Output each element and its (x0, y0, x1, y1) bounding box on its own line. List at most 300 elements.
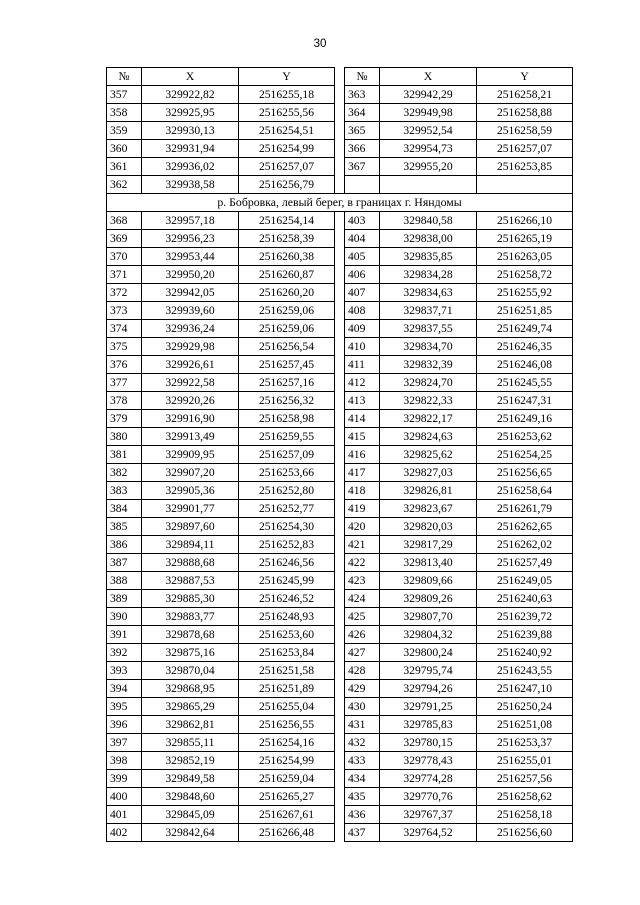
x-coordinate-cell: 329838,00 (380, 230, 477, 248)
x-coordinate-cell: 329848,60 (142, 788, 239, 806)
y-coordinate-cell: 2516251,85 (477, 302, 573, 320)
column-gap (335, 158, 345, 176)
y-coordinate-cell: 2516260,38 (239, 248, 335, 266)
y-coordinate-cell: 2516243,55 (477, 662, 573, 680)
table-row (107, 446, 573, 464)
point-number-cell: 396 (107, 716, 142, 734)
x-coordinate-cell: 329922,82 (142, 86, 239, 104)
point-number-cell: 362 (107, 176, 142, 194)
point-number-cell: 367 (345, 158, 380, 176)
point-number-cell: 382 (107, 464, 142, 482)
column-gap (335, 590, 345, 608)
x-coordinate-cell: 329922,58 (142, 374, 239, 392)
table-row (107, 590, 573, 608)
point-number-cell: 392 (107, 644, 142, 662)
x-coordinate-cell: 329920,26 (142, 392, 239, 410)
y-coordinate-cell: 2516254,99 (239, 752, 335, 770)
column-gap (335, 302, 345, 320)
y-coordinate-cell: 2516257,07 (477, 140, 573, 158)
table-row (107, 752, 573, 770)
point-number-cell: 435 (345, 788, 380, 806)
y-coordinate-cell: 2516258,62 (477, 788, 573, 806)
x-coordinate-cell: 329840,58 (380, 212, 477, 230)
y-coordinate-cell: 2516260,87 (239, 266, 335, 284)
y-coordinate-cell: 2516259,04 (239, 770, 335, 788)
point-number-cell: 402 (107, 824, 142, 842)
point-number-cell: 368 (107, 212, 142, 230)
y-coordinate-cell: 2516258,59 (477, 122, 573, 140)
y-coordinate-cell: 2516258,39 (239, 230, 335, 248)
y-coordinate-cell: 2516253,37 (477, 734, 573, 752)
table-row (107, 572, 573, 590)
y-coordinate-cell: 2516240,92 (477, 644, 573, 662)
table-row (107, 248, 573, 266)
point-number-cell: 366 (345, 140, 380, 158)
x-coordinate-cell: 329929,98 (142, 338, 239, 356)
table-row (107, 482, 573, 500)
x-coordinate-cell: 329774,28 (380, 770, 477, 788)
column-gap (335, 662, 345, 680)
x-coordinate-cell: 329887,53 (142, 572, 239, 590)
table-row (107, 338, 573, 356)
y-coordinate-cell: 2516262,02 (477, 536, 573, 554)
column-gap (335, 626, 345, 644)
column-gap (335, 554, 345, 572)
column-gap (335, 428, 345, 446)
section-title: р. Бобровка, левый берег, в границах г. Няндомы (107, 194, 573, 212)
y-coordinate-cell: 2516258,18 (477, 806, 573, 824)
table-row (107, 518, 573, 536)
table-row (107, 158, 573, 176)
y-coordinate-cell: 2516253,85 (477, 158, 573, 176)
column-gap (335, 770, 345, 788)
table-row (107, 320, 573, 338)
x-coordinate-cell: 329954,73 (380, 140, 477, 158)
y-coordinate-cell: 2516255,56 (239, 104, 335, 122)
y-coordinate-cell: 2516256,54 (239, 338, 335, 356)
x-coordinate-cell: 329837,55 (380, 320, 477, 338)
y-coordinate-cell: 2516257,09 (239, 446, 335, 464)
x-coordinate-cell: 329870,04 (142, 662, 239, 680)
y-coordinate-cell: 2516239,72 (477, 608, 573, 626)
x-coordinate-cell: 329813,40 (380, 554, 477, 572)
column-gap (335, 680, 345, 698)
point-number-cell: 424 (345, 590, 380, 608)
column-gap (335, 788, 345, 806)
column-gap (335, 446, 345, 464)
y-coordinate-cell: 2516239,88 (477, 626, 573, 644)
y-coordinate-cell: 2516246,08 (477, 356, 573, 374)
x-coordinate-cell: 329938,58 (142, 176, 239, 194)
column-gap (335, 500, 345, 518)
table-row (107, 374, 573, 392)
column-gap (335, 806, 345, 824)
y-coordinate-cell: 2516259,55 (239, 428, 335, 446)
x-coordinate-cell: 329926,61 (142, 356, 239, 374)
column-gap (335, 464, 345, 482)
x-coordinate-cell: 329785,83 (380, 716, 477, 734)
column-gap (335, 752, 345, 770)
x-coordinate-cell: 329953,44 (142, 248, 239, 266)
point-number-cell: 417 (345, 464, 380, 482)
x-coordinate-cell: 329826,81 (380, 482, 477, 500)
table-row (107, 104, 573, 122)
table-row (107, 302, 573, 320)
section-title-row (107, 194, 573, 212)
x-coordinate-cell: 329820,03 (380, 518, 477, 536)
y-coordinate-cell: 2516246,56 (239, 554, 335, 572)
x-coordinate-cell: 329791,25 (380, 698, 477, 716)
table-row (107, 122, 573, 140)
y-coordinate-cell: 2516246,35 (477, 338, 573, 356)
x-coordinate-cell: 329764,52 (380, 824, 477, 842)
column-gap (335, 248, 345, 266)
point-number-cell: 360 (107, 140, 142, 158)
point-number-cell: 432 (345, 734, 380, 752)
column-gap (335, 68, 345, 86)
point-number-cell: 372 (107, 284, 142, 302)
x-coordinate-cell: 329905,36 (142, 482, 239, 500)
point-number-cell: 369 (107, 230, 142, 248)
point-number-cell: 431 (345, 716, 380, 734)
point-number-cell: 374 (107, 320, 142, 338)
y-coordinate-cell: 2516249,74 (477, 320, 573, 338)
y-coordinate-cell: 2516260,20 (239, 284, 335, 302)
table-row (107, 140, 573, 158)
x-coordinate-cell: 329800,24 (380, 644, 477, 662)
y-coordinate-cell: 2516265,19 (477, 230, 573, 248)
y-coordinate-cell: 2516255,01 (477, 752, 573, 770)
header-num-right: № (345, 68, 380, 86)
point-number-cell: 421 (345, 536, 380, 554)
x-coordinate-cell: 329778,43 (380, 752, 477, 770)
point-number-cell: 403 (345, 212, 380, 230)
column-gap (335, 482, 345, 500)
header-num-left: № (107, 68, 142, 86)
point-number-cell: 371 (107, 266, 142, 284)
x-coordinate-cell: 329834,70 (380, 338, 477, 356)
y-coordinate-cell: 2516254,30 (239, 518, 335, 536)
column-gap (335, 572, 345, 590)
x-coordinate-cell: 329865,29 (142, 698, 239, 716)
column-gap (335, 536, 345, 554)
x-coordinate-cell: 329950,20 (142, 266, 239, 284)
x-coordinate-cell: 329942,05 (142, 284, 239, 302)
x-coordinate-cell: 329913,49 (142, 428, 239, 446)
point-number-cell: 407 (345, 284, 380, 302)
x-coordinate-cell: 329909,95 (142, 446, 239, 464)
table-row (107, 644, 573, 662)
x-coordinate-cell: 329888,68 (142, 554, 239, 572)
x-coordinate-cell: 329852,19 (142, 752, 239, 770)
column-gap (335, 410, 345, 428)
point-number-cell: 373 (107, 302, 142, 320)
x-coordinate-cell: 329901,77 (142, 500, 239, 518)
point-number-cell: 381 (107, 446, 142, 464)
column-gap (335, 230, 345, 248)
column-gap (335, 734, 345, 752)
table-header-row (107, 68, 573, 86)
column-gap (335, 608, 345, 626)
column-gap (335, 644, 345, 662)
point-number-cell: 401 (107, 806, 142, 824)
y-coordinate-cell: 2516256,32 (239, 392, 335, 410)
x-coordinate-cell: 329767,37 (380, 806, 477, 824)
point-number-cell: 363 (345, 86, 380, 104)
y-coordinate-cell: 2516255,18 (239, 86, 335, 104)
y-coordinate-cell: 2516249,05 (477, 572, 573, 590)
point-number-cell: 389 (107, 590, 142, 608)
x-coordinate-cell: 329942,29 (380, 86, 477, 104)
table-row (107, 734, 573, 752)
point-number-cell: 420 (345, 518, 380, 536)
point-number-cell: 375 (107, 338, 142, 356)
table-row (107, 86, 573, 104)
x-coordinate-cell: 329832,39 (380, 356, 477, 374)
table-row (107, 608, 573, 626)
point-number-cell: 385 (107, 518, 142, 536)
x-coordinate-cell: 329878,68 (142, 626, 239, 644)
point-number-cell: 383 (107, 482, 142, 500)
table-row (107, 392, 573, 410)
y-coordinate-cell: 2516251,08 (477, 716, 573, 734)
y-coordinate-cell: 2516254,16 (239, 734, 335, 752)
point-number-cell: 391 (107, 626, 142, 644)
column-gap (335, 140, 345, 158)
y-coordinate-cell: 2516261,79 (477, 500, 573, 518)
table-row (107, 536, 573, 554)
x-coordinate-cell: 329809,66 (380, 572, 477, 590)
x-coordinate-cell: 329930,13 (142, 122, 239, 140)
point-number-cell: 418 (345, 482, 380, 500)
table-row (107, 626, 573, 644)
x-coordinate-cell: 329822,33 (380, 392, 477, 410)
point-number-cell: 376 (107, 356, 142, 374)
point-number-cell: 384 (107, 500, 142, 518)
point-number-cell: 358 (107, 104, 142, 122)
y-coordinate-cell: 2516254,51 (239, 122, 335, 140)
x-coordinate-cell: 329804,32 (380, 626, 477, 644)
point-number-cell: 393 (107, 662, 142, 680)
point-number-cell: 423 (345, 572, 380, 590)
column-gap (335, 392, 345, 410)
x-coordinate-cell: 329875,16 (142, 644, 239, 662)
x-coordinate-cell: 329770,76 (380, 788, 477, 806)
y-coordinate-cell: 2516252,83 (239, 536, 335, 554)
x-coordinate-cell: 329794,26 (380, 680, 477, 698)
x-coordinate-cell: 329834,63 (380, 284, 477, 302)
x-coordinate-cell: 329837,71 (380, 302, 477, 320)
point-number-cell: 370 (107, 248, 142, 266)
y-coordinate-cell: 2516248,93 (239, 608, 335, 626)
point-number-cell: 405 (345, 248, 380, 266)
y-coordinate-cell: 2516257,49 (477, 554, 573, 572)
y-coordinate-cell: 2516259,06 (239, 320, 335, 338)
x-coordinate-cell: 329949,98 (380, 104, 477, 122)
table-row (107, 266, 573, 284)
y-coordinate-cell: 2516256,65 (477, 464, 573, 482)
y-coordinate-cell: 2516253,62 (477, 428, 573, 446)
column-gap (335, 356, 345, 374)
y-coordinate-cell: 2516263,05 (477, 248, 573, 266)
x-coordinate-cell: 329862,81 (142, 716, 239, 734)
x-coordinate-cell: 329809,26 (380, 590, 477, 608)
x-coordinate-cell: 329823,67 (380, 500, 477, 518)
y-coordinate-cell: 2516257,16 (239, 374, 335, 392)
point-number-cell: 387 (107, 554, 142, 572)
x-coordinate-cell: 329842,64 (142, 824, 239, 842)
point-number-cell: 437 (345, 824, 380, 842)
x-coordinate-cell: 329885,30 (142, 590, 239, 608)
point-number-cell: 395 (107, 698, 142, 716)
y-coordinate-cell: 2516259,06 (239, 302, 335, 320)
point-number-cell: 365 (345, 122, 380, 140)
x-coordinate-cell: 329936,24 (142, 320, 239, 338)
y-coordinate-cell: 2516254,99 (239, 140, 335, 158)
y-coordinate-cell: 2516256,79 (239, 176, 335, 194)
y-coordinate-cell: 2516256,55 (239, 716, 335, 734)
y-coordinate-cell: 2516255,04 (239, 698, 335, 716)
point-number-cell: 397 (107, 734, 142, 752)
point-number-cell: 428 (345, 662, 380, 680)
point-number-cell: 411 (345, 356, 380, 374)
x-coordinate-cell: 329849,58 (142, 770, 239, 788)
column-gap (335, 338, 345, 356)
y-coordinate-cell: 2516258,98 (239, 410, 335, 428)
y-coordinate-cell: 2516247,10 (477, 680, 573, 698)
column-gap (335, 374, 345, 392)
point-number-cell: 357 (107, 86, 142, 104)
header-x-right: X (380, 68, 477, 86)
x-coordinate-cell: 329855,11 (142, 734, 239, 752)
column-gap (335, 122, 345, 140)
y-coordinate-cell: 2516253,60 (239, 626, 335, 644)
column-gap (335, 698, 345, 716)
table-row (107, 824, 573, 842)
x-coordinate-cell: 329916,90 (142, 410, 239, 428)
point-number-cell: 413 (345, 392, 380, 410)
point-number-cell: 378 (107, 392, 142, 410)
column-gap (335, 320, 345, 338)
x-coordinate-cell: 329925,95 (142, 104, 239, 122)
table-row (107, 464, 573, 482)
x-coordinate-cell: 329822,17 (380, 410, 477, 428)
column-gap (335, 266, 345, 284)
y-coordinate-cell: 2516257,45 (239, 356, 335, 374)
point-number-cell: 394 (107, 680, 142, 698)
point-number-cell: 361 (107, 158, 142, 176)
page-number: 30 (313, 38, 327, 50)
y-coordinate-cell: 2516266,10 (477, 212, 573, 230)
x-coordinate-cell: 329957,18 (142, 212, 239, 230)
point-number-cell: 412 (345, 374, 380, 392)
y-coordinate-cell: 2516266,48 (239, 824, 335, 842)
table-row (107, 662, 573, 680)
x-coordinate-cell: 329807,70 (380, 608, 477, 626)
x-coordinate-cell: 329931,94 (142, 140, 239, 158)
table-row (107, 788, 573, 806)
table-row (107, 356, 573, 374)
x-coordinate-cell: 329897,60 (142, 518, 239, 536)
point-number-cell: 414 (345, 410, 380, 428)
point-number-cell: 436 (345, 806, 380, 824)
header-x-left: X (142, 68, 239, 86)
y-coordinate-cell: 2516249,16 (477, 410, 573, 428)
y-coordinate-cell: 2516240,63 (477, 590, 573, 608)
x-coordinate-cell: 329795,74 (380, 662, 477, 680)
y-coordinate-cell: 2516258,64 (477, 482, 573, 500)
y-coordinate-cell: 2516255,92 (477, 284, 573, 302)
y-coordinate-cell: 2516256,60 (477, 824, 573, 842)
table-block-2 (107, 212, 573, 842)
point-number-cell: 433 (345, 752, 380, 770)
table-row (107, 680, 573, 698)
point-number-cell (345, 176, 380, 194)
y-coordinate-cell: 2516257,56 (477, 770, 573, 788)
point-number-cell: 422 (345, 554, 380, 572)
y-coordinate-cell: 2516267,61 (239, 806, 335, 824)
point-number-cell: 377 (107, 374, 142, 392)
x-coordinate-cell: 329824,70 (380, 374, 477, 392)
table-row (107, 284, 573, 302)
y-coordinate-cell: 2516252,80 (239, 482, 335, 500)
point-number-cell: 380 (107, 428, 142, 446)
point-number-cell: 386 (107, 536, 142, 554)
x-coordinate-cell: 329956,23 (142, 230, 239, 248)
column-gap (335, 284, 345, 302)
table-row (107, 212, 573, 230)
x-coordinate-cell: 329955,20 (380, 158, 477, 176)
x-coordinate-cell: 329825,62 (380, 446, 477, 464)
y-coordinate-cell: 2516253,66 (239, 464, 335, 482)
table-row (107, 770, 573, 788)
x-coordinate-cell: 329827,03 (380, 464, 477, 482)
x-coordinate-cell: 329939,60 (142, 302, 239, 320)
y-coordinate-cell: 2516258,72 (477, 266, 573, 284)
header-y-left: Y (239, 68, 335, 86)
column-gap (335, 212, 345, 230)
x-coordinate-cell: 329824,63 (380, 428, 477, 446)
x-coordinate-cell: 329952,54 (380, 122, 477, 140)
coordinates-table (106, 67, 573, 842)
y-coordinate-cell: 2516245,99 (239, 572, 335, 590)
y-coordinate-cell: 2516253,84 (239, 644, 335, 662)
x-coordinate-cell: 329894,11 (142, 536, 239, 554)
column-gap (335, 176, 345, 194)
y-coordinate-cell: 2516254,14 (239, 212, 335, 230)
table-row (107, 806, 573, 824)
y-coordinate-cell (477, 176, 573, 194)
point-number-cell: 409 (345, 320, 380, 338)
x-coordinate-cell: 329936,02 (142, 158, 239, 176)
y-coordinate-cell: 2516265,27 (239, 788, 335, 806)
point-number-cell: 404 (345, 230, 380, 248)
point-number-cell: 419 (345, 500, 380, 518)
point-number-cell: 427 (345, 644, 380, 662)
point-number-cell: 426 (345, 626, 380, 644)
y-coordinate-cell: 2516258,88 (477, 104, 573, 122)
table-row (107, 716, 573, 734)
y-coordinate-cell: 2516251,58 (239, 662, 335, 680)
x-coordinate-cell: 329834,28 (380, 266, 477, 284)
x-coordinate-cell (380, 176, 477, 194)
y-coordinate-cell: 2516258,21 (477, 86, 573, 104)
point-number-cell: 388 (107, 572, 142, 590)
x-coordinate-cell: 329883,77 (142, 608, 239, 626)
table-row (107, 554, 573, 572)
header-y-right: Y (477, 68, 573, 86)
table-block-1 (107, 86, 573, 194)
